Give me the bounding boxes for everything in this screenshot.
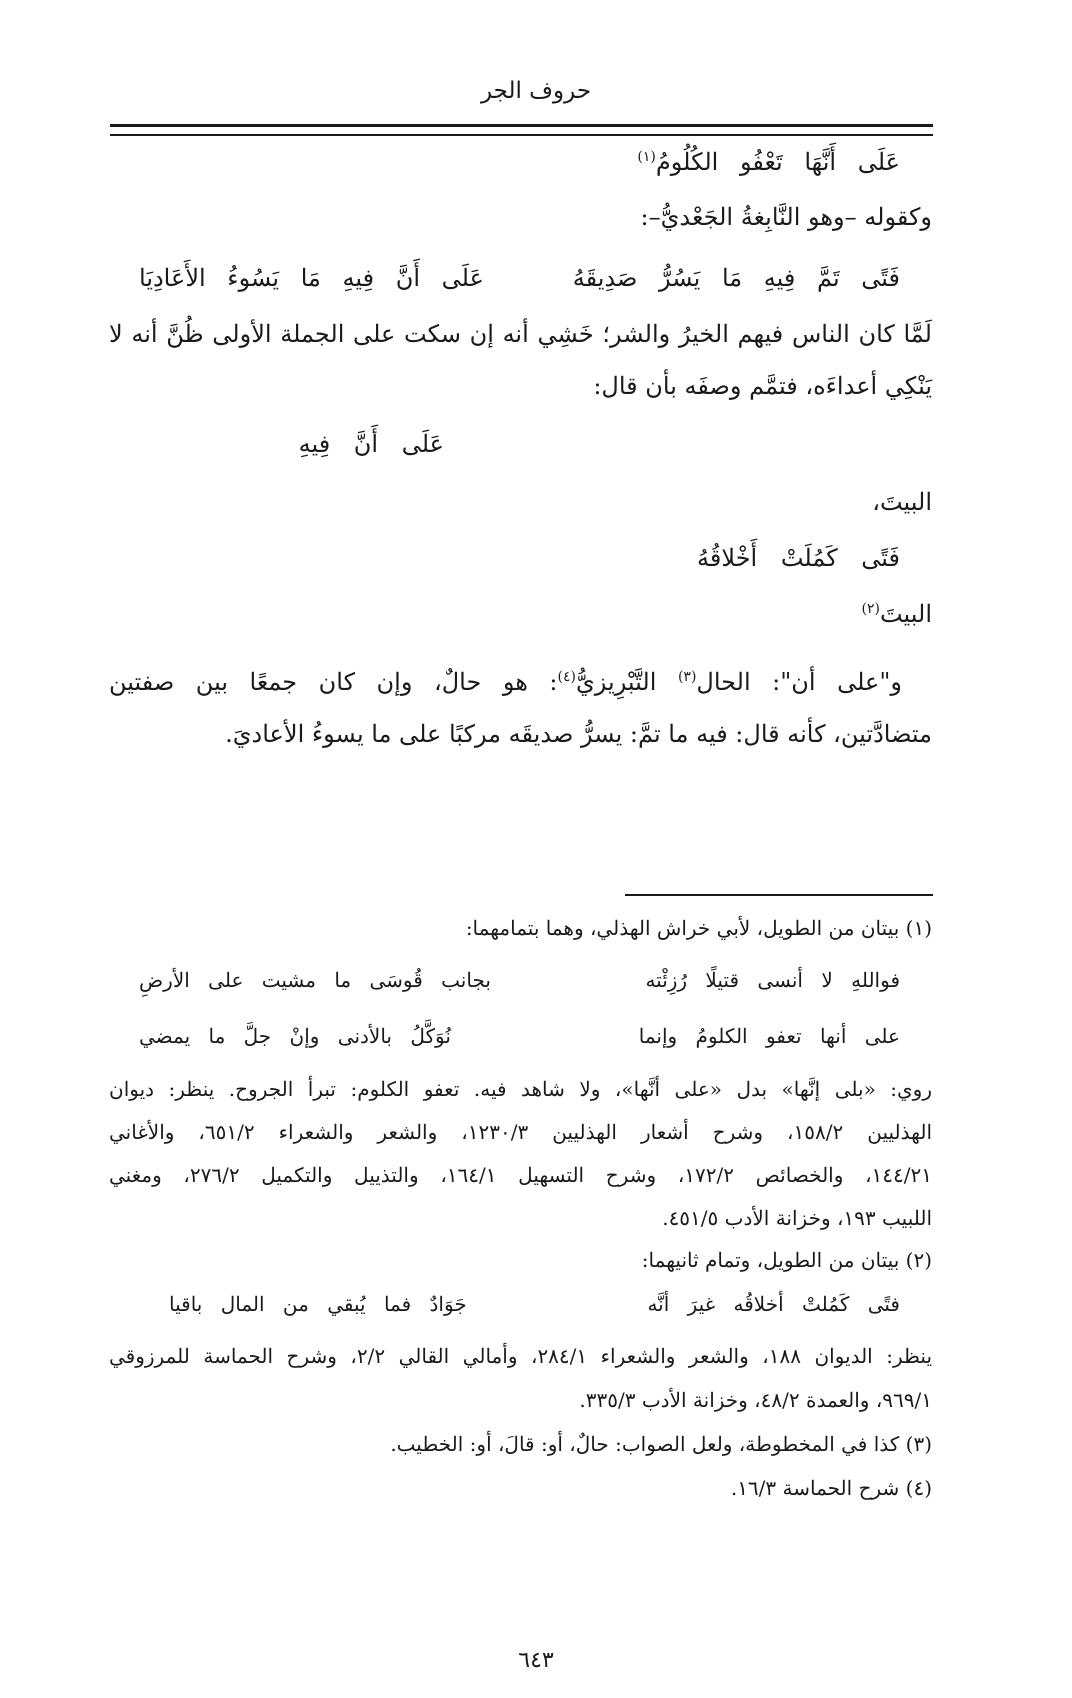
verse-nabigha [109, 264, 932, 304]
verse-fragment-1-text: عَلَى أَنَّهَا تَعْفُو الكُلُومُ [655, 148, 900, 176]
paragraph-2-line-2: متضادَّتين، كأنه قال: فيه ما تمَّ: يسرُّ صديقَه مركبًا على ما يسوءُ الأعاديَ. [225, 720, 932, 748]
footnote-2-sources-line-2: ٩٦٩/١، والعمدة ٤٨/٢، وخزانة الأدب ٣٣٥/٣. [579, 1388, 932, 1412]
quoted-fragment-1: عَلَى أَنَّ فِيهِ [298, 430, 444, 458]
footnote-4: (٤) شرح الحماسة ١٦/٣. [730, 1476, 932, 1500]
paragraph-2-part-c: : هو حالٌ، وإن كان جمعًا بين صفتين [109, 668, 558, 696]
footnote-2-verse-right: فتًى كَمُلتْ أخلاقُه غيرَ أنَّه [647, 1292, 900, 1316]
footnote-ref-4: (٤) [557, 669, 576, 685]
running-header: حروف الجر [480, 78, 592, 104]
header-rule-thin [110, 134, 933, 136]
footnote-ref-2: (٢) [861, 601, 880, 617]
footnote-2-intro: (٢) بيتان من الطويل، وتمام ثانيهما: [641, 1248, 932, 1272]
footnote-separator [625, 894, 933, 896]
bayt-marker-2-text: البيتَ [879, 600, 932, 628]
footnote-2-sources-line-1: ينظر: الديوان ١٨٨، والشعر والشعراء ٢٨٤/١، وأمالي القالي ٢/٢، وشرح الحماسة للمرزوقي [109, 1344, 933, 1368]
footnote-1-verse-2-right: على أنها تعفو الكلومُ وإنما [638, 1024, 900, 1048]
footnote-2-verse [109, 1292, 932, 1322]
paragraph-1-line-1: لَمَّا كان الناس فيهم الخيرُ والشر؛ خَشِي أنه إن سكت على الجملة الأولى ظُنَّ أنه لا [109, 320, 932, 348]
footnote-ref-3: (٣) [677, 669, 697, 685]
intro-line: وكقوله –وهو النَّابِغةُ الجَعْديُّ–: [640, 203, 932, 231]
footnote-1-verse-2 [109, 1024, 932, 1054]
footnote-1-verse-1-right: فواللهِ لا أنسى قتيلًا رُزِئْته [645, 968, 900, 992]
page-number: ٦٤٣ [518, 1648, 554, 1673]
verse-hemistich-right: فَتًى تَمَّ فِيهِ مَا يَسُرُّ صَدِيقَهُ [572, 264, 900, 292]
footnote-ref-1: (١) [637, 149, 656, 165]
footnote-1-sources-line-1: روي: «بلى إنَّها» بدل «على أنَّها»، ولا شاهد فيه. تعفو الكلوم: تبرأ الجروح. ينظر: ديوان [109, 1077, 932, 1101]
footnote-3: (٣) كذا في المخطوطة، ولعل الصواب: حالٌ، أو: قالَ، أو: الخطيب. [390, 1432, 932, 1456]
paragraph-2-part-b: التَّبْرِيزيُّ [575, 668, 678, 696]
footnote-1-sources-line-3: ١٤٤/٢١، والخصائص ١٧٢/٢، وشرح التسهيل ١٦٤/١، والتذييل والتكميل ٢٧٦/٢، ومغني [109, 1163, 932, 1187]
bayt-marker-2 [109, 600, 932, 628]
footnote-1-verse-2-left: نُوَكَّلُ بالأدنى وإنْ جلَّ ما يمضي [139, 1024, 451, 1048]
verse-fragment-1 [77, 148, 900, 176]
quoted-fragment-2: فَتًى كَمُلَتْ أَخْلاقُهُ [697, 544, 900, 572]
footnote-1-intro: (١) بيتان من الطويل، لأبي خراش الهذلي، وهما بتمامهما: [465, 916, 932, 940]
footnote-1-verse-1 [109, 968, 932, 998]
bayt-marker-1: البيتَ، [872, 488, 932, 516]
footnote-1-verse-1-left: بجانب قُوسَى ما مشيت على الأرضِ [139, 968, 491, 992]
header-rule-thick [110, 124, 933, 127]
paragraph-2-part-a: و"على أن": الحال [696, 668, 903, 696]
footnote-1-sources-line-2: الهذليين ١٥٨/٢، وشرح أشعار الهذليين ١٢٣٠/٣، والشعر والشعراء ٦٥١/٢، والأغاني [109, 1120, 933, 1144]
paragraph-1-line-2: يَنْكِي أعداءَه، فتمَّم وصفَه بأن قال: [593, 372, 932, 400]
paragraph-2-line-1 [109, 668, 902, 696]
footnote-2-verse-left: جَوَادٌ فما يُبقي من المال باقيا [169, 1292, 467, 1316]
verse-hemistich-left: عَلَى أَنَّ فِيهِ مَا يَسُوءُ الأَعَادِيَا [139, 264, 484, 292]
footnote-1-sources-line-4: اللبيب ١٩٣، وخزانة الأدب ٤٥١/٥. [662, 1206, 932, 1230]
